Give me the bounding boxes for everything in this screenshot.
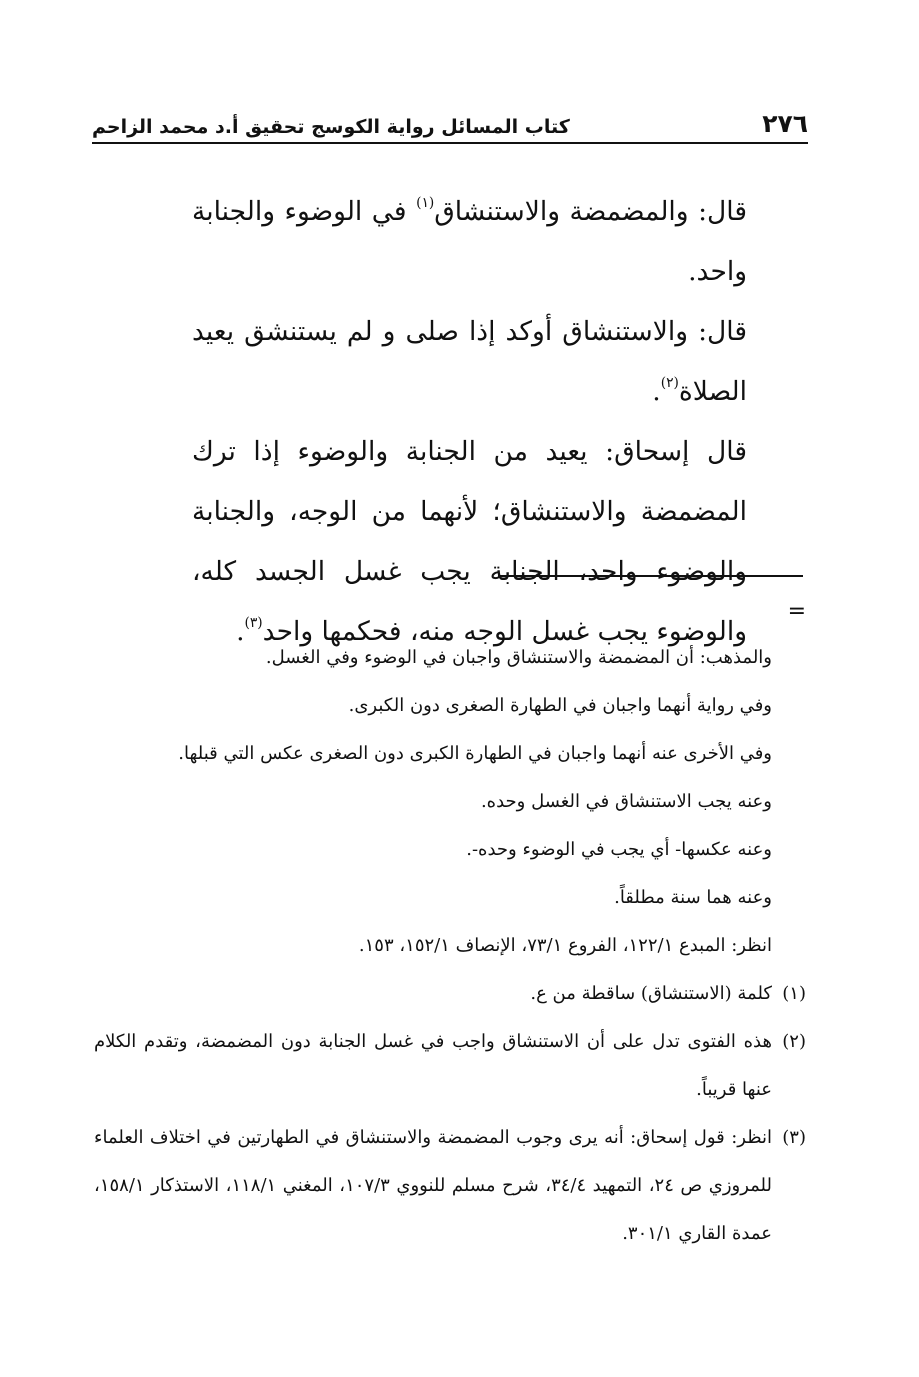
footnote-ref-2[interactable]: (٢) <box>660 374 679 391</box>
running-title: كتاب المسائل رواية الكوسج تحقيق أ.د محمد الزاحم <box>92 116 570 138</box>
paragraph-text: قال إسحاق: يعيد من الجنابة والوضوء إذا ترك المضمضة والاستنشاق؛ لأنهما من الوجه، والجنابة والوضوء واحد، الجنابة يجب غسل الجسد كله، والوضوء يجب غسل الوجه منه، فحكمها واحد <box>192 436 747 647</box>
note-continued-line: وعنه عكسها- أي يجب في الوضوء وحده-. <box>466 839 772 860</box>
continuation-mark: = <box>787 599 806 624</box>
note-continued-line: وعنه يجب الاستنشاق في الغسل وحده. <box>480 791 772 812</box>
paragraph-text: . <box>236 616 245 647</box>
footnote-2 <box>94 1018 806 1114</box>
footnote-number: (١) <box>782 983 806 1004</box>
paragraph-text: قال: والمضمضة والاستنشاق <box>434 196 747 227</box>
main-paragraph-1 <box>192 182 747 302</box>
page-number: ٢٧٦ <box>762 109 808 138</box>
footnote-ref-3[interactable]: (٣) <box>244 614 263 631</box>
note-continued-line: والمذهب: أن المضمضة والاستنشاق واجبان في الوضوء وفي الغسل. <box>265 647 772 668</box>
footnote-text: هذه الفتوى تدل على أن الاستنشاق واجب في غسل الجنابة دون المضمضة، وتقدم الكلام عنها قريباً. <box>94 1031 772 1100</box>
paragraph-text: . <box>652 376 661 407</box>
paragraph-text: قال: والاستنشاق أوكد إذا صلى و لم يستنشق يعيد الصلاة <box>192 316 747 407</box>
footnote-ref-1[interactable]: (١) <box>416 194 435 211</box>
main-paragraph-3 <box>192 422 747 662</box>
footnote-3 <box>94 1114 806 1258</box>
note-continued-line: وعنه هما سنة مطلقاً. <box>614 887 772 908</box>
footnote-number: (٢) <box>782 1031 806 1052</box>
footnote-text: انظر: قول إسحاق: أنه يرى وجوب المضمضة والاستنشاق في الطهارتين في اختلاف العلماء للمروزي ص ٢٤، التمهيد ٣٤/٤، شرح مسلم للنووي ١٠٧/٣، المغني ١١٨/١، الاستذكار ١٥٨/١، عمدة القاري ٣٠١/١. <box>94 1127 772 1244</box>
main-text <box>192 182 747 662</box>
footnote-text: كلمة (الاستنشاق) ساقطة من ع. <box>530 983 772 1004</box>
page-header <box>92 96 808 144</box>
footnote-1 <box>94 970 806 1018</box>
footnotes <box>94 634 806 1258</box>
footnote-separator <box>498 575 803 577</box>
note-continued-line: انظر: المبدع ١٢٢/١، الفروع ٧٣/١، الإنصاف ١٥٢/١، ١٥٣. <box>358 935 772 956</box>
note-continued-line: وفي رواية أنهما واجبان في الطهارة الصغرى دون الكبرى. <box>348 695 772 716</box>
note-continued-line: وفي الأخرى عنه أنهما واجبان في الطهارة الكبرى دون الصغرى عكس التي قبلها. <box>178 743 772 764</box>
footnote-number: (٣) <box>782 1127 806 1148</box>
main-paragraph-2 <box>192 302 747 422</box>
paragraph-text: في الوضوء والجنابة واحد. <box>192 196 747 287</box>
